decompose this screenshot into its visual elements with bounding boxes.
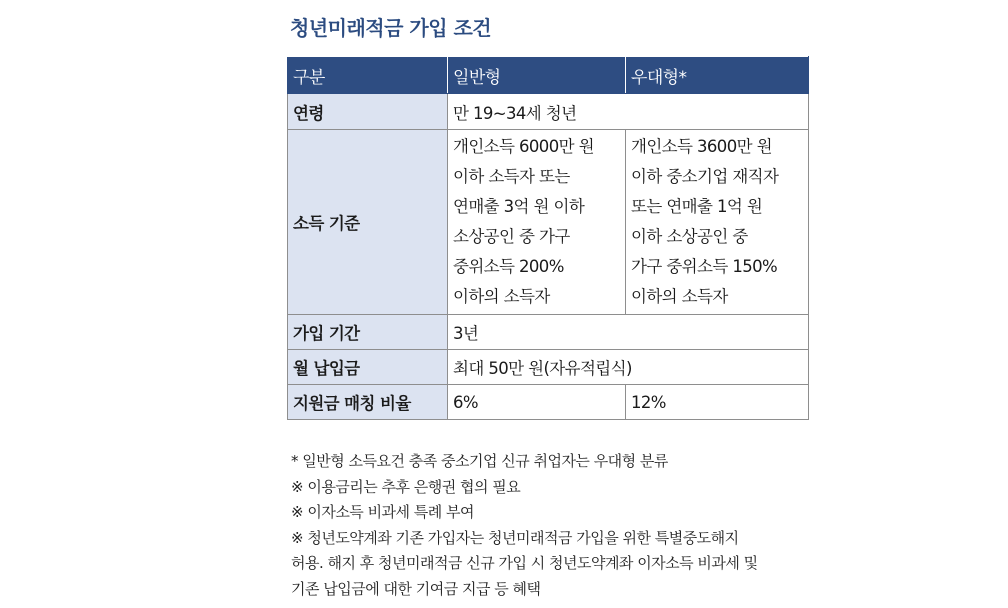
income-general-line: 소상공인 중 가구	[453, 227, 570, 246]
matching-label: 지원금 매칭 비율	[288, 385, 448, 420]
income-preferred-line: 이하 중소기업 재직자	[631, 167, 779, 186]
period-value: 3년	[448, 315, 809, 350]
income-preferred-line: 개인소득 3600만 원	[631, 137, 772, 156]
row-age	[288, 94, 809, 130]
footnote: ※ 이자소득 비과세 특례 부여	[291, 503, 475, 521]
footnote: 기존 납입금에 대한 기여금 지급 등 혜택	[291, 579, 541, 598]
income-general-line: 연매출 3억 원 이하	[453, 197, 585, 216]
income-general-line: 중위소득 200%	[453, 257, 564, 276]
period-label: 가입 기간	[288, 315, 448, 350]
header-general: 일반형	[448, 57, 626, 94]
footnote: * 일반형 소득요건 충족 중소기업 신규 취업자는 우대형 분류	[291, 452, 668, 470]
conditions-table	[287, 56, 809, 420]
income-preferred-line: 이하 소상공인 중	[631, 227, 748, 246]
row-matching	[288, 385, 809, 420]
page-title: 청년미래적금 가입 조건	[290, 16, 492, 40]
age-label: 연령	[288, 94, 448, 130]
income-label: 소득 기준	[288, 130, 448, 315]
income-general	[448, 130, 626, 315]
row-income	[288, 130, 809, 315]
header-category: 구분	[288, 57, 448, 94]
footnote: ※ 청년도약계좌 기존 가입자는 청년미래적금 가입을 위한 특별중도해지	[291, 528, 739, 547]
monthly-label: 월 납입금	[288, 350, 448, 385]
footnotes	[291, 449, 758, 602]
income-preferred	[626, 130, 809, 315]
income-general-line: 이하의 소득자	[453, 287, 550, 306]
footnote: 허용. 해지 후 청년미래적금 신규 가입 시 청년도약계좌 이자소득 비과세 및	[291, 554, 758, 572]
table-header-row	[288, 57, 809, 94]
footnote: ※ 이용금리는 추후 은행권 협의 필요	[291, 477, 521, 496]
row-monthly	[288, 350, 809, 385]
header-preferred: 우대형*	[626, 57, 809, 94]
matching-preferred: 12%	[626, 385, 809, 420]
income-preferred-line: 가구 중위소득 150%	[631, 257, 778, 276]
monthly-value: 최대 50만 원(자유적립식)	[448, 350, 809, 385]
row-period	[288, 315, 809, 350]
income-preferred-line: 또는 연매출 1억 원	[631, 197, 763, 216]
income-general-line: 개인소득 6000만 원	[453, 137, 594, 156]
income-preferred-line: 이하의 소득자	[631, 287, 728, 306]
age-value: 만 19~34세 청년	[448, 94, 809, 130]
income-general-line: 이하 소득자 또는	[453, 167, 570, 186]
matching-general: 6%	[448, 385, 626, 420]
